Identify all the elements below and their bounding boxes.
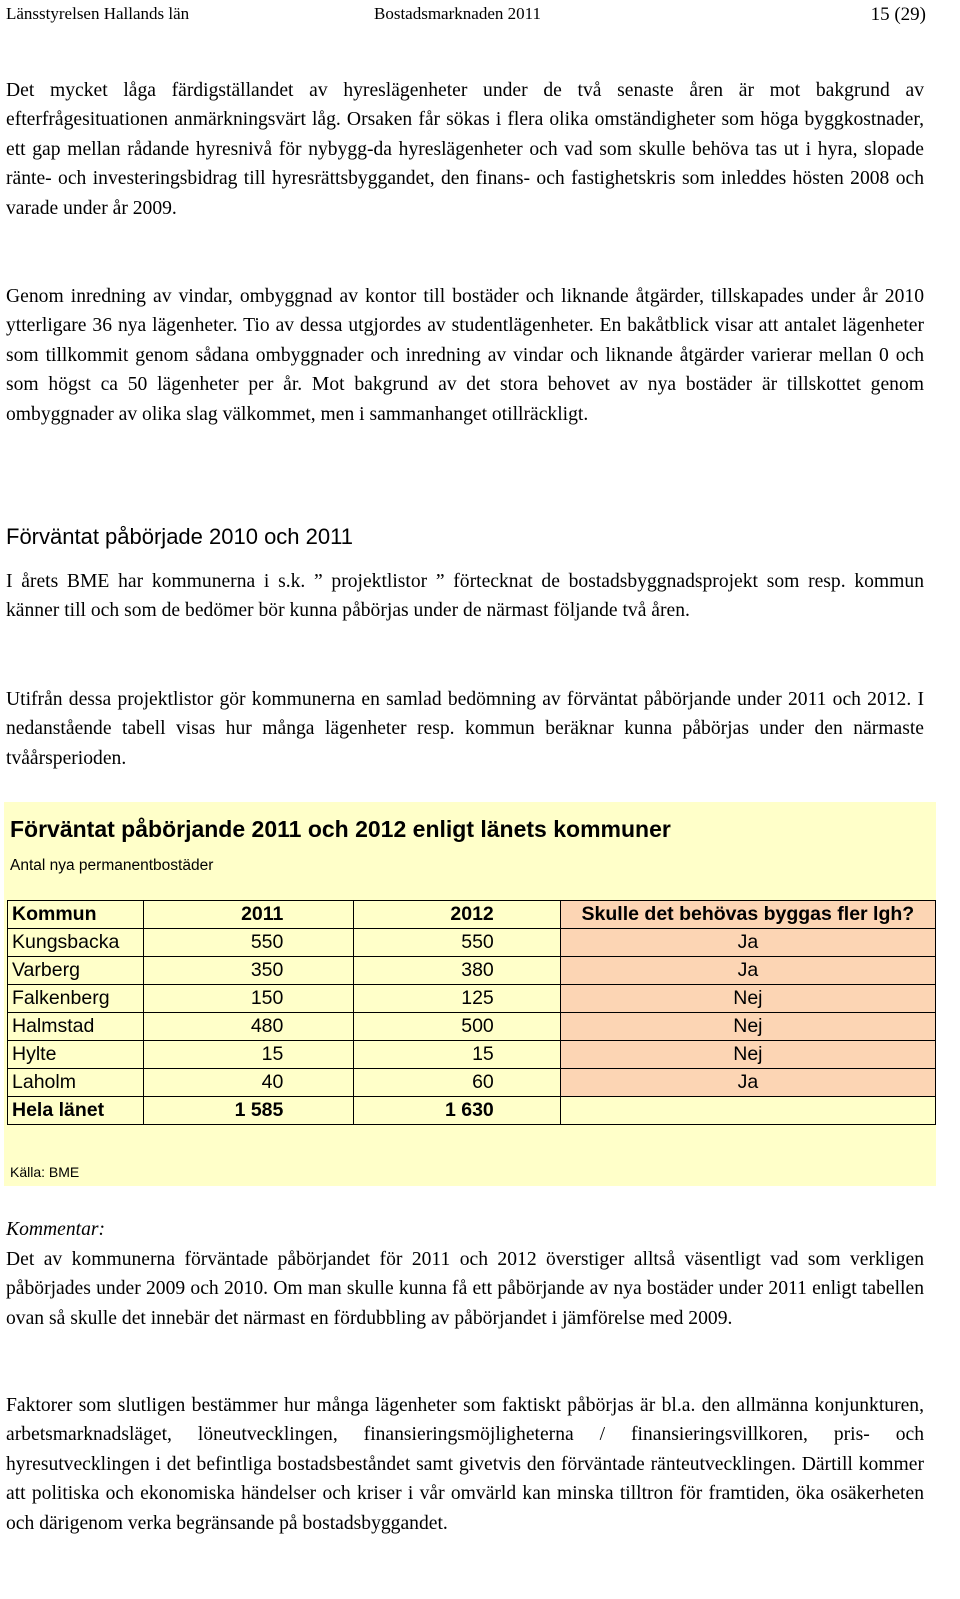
- paragraph-conversions: Genom inredning av vindar, ombyggnad av kontor till bostäder och liknande åtgärder, tillskapades under år 2010 ytterligare 36 nya lägenheter. Tio av dessa utgjordes av studentlägenheter. En bakåtblick visar att antalet lägenheter som tillkommit genom sådana ombyggnader och inredning av vindar och liknande åtgärder varierar mellan 0 och som högst ca 50 lägenheter per år. Mot bakgrund av det stora behovet av nya bostäder är tillskottet genom ombyggnader av olika slag välkommet, men i sammanhanget otillräckligt.: [6, 286, 924, 425]
- total-label: Hela länet: [8, 1097, 144, 1125]
- total-need-more: [560, 1097, 935, 1125]
- table-row: [8, 957, 936, 985]
- cell-need-more: Nej: [560, 985, 935, 1013]
- cell-need-more: Ja: [560, 929, 935, 957]
- header-kommun: Kommun: [8, 901, 144, 929]
- cell-2011: 350: [143, 957, 353, 985]
- total-2012: 1 630: [354, 1097, 560, 1125]
- cell-need-more: Ja: [560, 957, 935, 985]
- header-2012: 2012: [354, 901, 560, 929]
- cell-2012: 125: [354, 985, 560, 1013]
- header-organization: Länsstyrelsen Hallands län: [6, 4, 190, 23]
- cell-2012: 500: [354, 1013, 560, 1041]
- cell-kommun: Varberg: [8, 957, 144, 985]
- cell-2012: 550: [354, 929, 560, 957]
- forecast-table-panel: [4, 802, 936, 1186]
- table-row: [8, 985, 936, 1013]
- comment-label: Kommentar:: [6, 1219, 106, 1240]
- table-row: [8, 1013, 936, 1041]
- cell-need-more: Nej: [560, 1041, 935, 1069]
- cell-2011: 40: [143, 1069, 353, 1097]
- section-heading: Förväntat påbörjade 2010 och 2011: [6, 524, 353, 549]
- paragraph-project-lists: I årets BME har kommunerna i s.k. ” projektlistor ” förtecknat de bostadsbyggnadsprojekt som resp. kommun känner till och som de bedömer bör kunna påbörjas under de närmast följande två åren.: [6, 571, 924, 622]
- page-header: [6, 4, 926, 26]
- header-page-number: 15 (29): [870, 4, 926, 25]
- cell-2011: 150: [143, 985, 353, 1013]
- paragraph-comment: Det av kommunerna förväntade påbörjandet för 2011 och 2012 överstiger alltså väsentligt vad som verkligen påbörjades under 2009 och 2010. Om man skulle kunna få ett påbörjande av nya bostäder under 2011 enligt tabellen ovan så skulle det innebär det närmast en fördubbling av påbörjandet i jämförelse med 2009.: [6, 1249, 924, 1329]
- header-need-more: Skulle det behövas byggas fler lgh?: [560, 901, 935, 929]
- table-row: [8, 1041, 936, 1069]
- cell-need-more: Nej: [560, 1013, 935, 1041]
- cell-need-more: Ja: [560, 1069, 935, 1097]
- table-row: [8, 1069, 936, 1097]
- header-2011: 2011: [143, 901, 353, 929]
- total-2011: 1 585: [143, 1097, 353, 1125]
- paragraph-factors: Faktorer som slutligen bestämmer hur många lägenheter som faktiskt påbörjas är bl.a. den allmänna konjunkturen, arbetsmarknadsläget, löneutvecklingen, finansieringsmöjligheterna / finansieringsvillkoren, pris- och hyresutvecklingen i det befintliga bostadsbeståndet samt givetvis den förväntade ränteutvecklingen. Därtill kommer att politiska och ekonomiska händelser och kriser i vår omvärld kan minska tilltron för framtiden, öka osäkerheten och därigenom verka begränsande på bostadsbyggandet.: [6, 1395, 924, 1534]
- table-source: Källa: BME: [10, 1164, 80, 1180]
- cell-kommun: Falkenberg: [8, 985, 144, 1013]
- cell-2011: 480: [143, 1013, 353, 1041]
- cell-2012: 380: [354, 957, 560, 985]
- cell-kommun: Laholm: [8, 1069, 144, 1097]
- cell-2012: 15: [354, 1041, 560, 1069]
- cell-kommun: Kungsbacka: [8, 929, 144, 957]
- header-document-title: Bostadsmarknaden 2011: [374, 4, 541, 23]
- table-header-row: [8, 901, 936, 929]
- table-row: [8, 929, 936, 957]
- table-total-row: [8, 1097, 936, 1125]
- cell-2011: 15: [143, 1041, 353, 1069]
- forecast-table: [7, 900, 936, 1125]
- cell-kommun: Halmstad: [8, 1013, 144, 1041]
- cell-kommun: Hylte: [8, 1041, 144, 1069]
- cell-2011: 550: [143, 929, 353, 957]
- table-subtitle: Antal nya permanentbostäder: [10, 857, 214, 874]
- cell-2012: 60: [354, 1069, 560, 1097]
- table-title: Förväntat påbörjande 2011 och 2012 enligt länets kommuner: [10, 816, 671, 842]
- paragraph-completion-rate: Det mycket låga färdigställandet av hyreslägenheter under de två senaste åren är mot bakgrund av efterfrågesituationen anmärkningsvärt låg. Orsaken får sökas i flera olika omständigheter som höga byggkostnader, ett gap mellan rådande hyresnivå för nybygg-da hyreslägenheter och vad som skulle behöva tas ut i hyra, slopade ränte- och investeringsbidrag till hyresrättsbyggandet, den finans- och fastighetskris som inleddes hösten 2008 och varade under år 2009.: [6, 80, 924, 219]
- paragraph-assessment: Utifrån dessa projektlistor gör kommunerna en samlad bedömning av förväntat påbörjande under 2011 och 2012. I nedanstående tabell visas hur många lägenheter resp. kommun beräknar kunna påbörjas under den närmaste tvåårsperioden.: [6, 689, 924, 769]
